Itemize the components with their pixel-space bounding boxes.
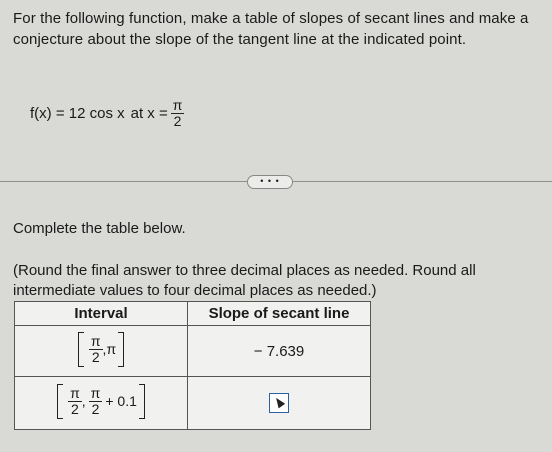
table-row: [15, 326, 371, 377]
problem-prompt: For the following function, make a table of slopes of secant lines and make a conjecture about the slope of the tangent line at the indicated point.: [13, 10, 529, 48]
interval-1-b: π: [106, 341, 117, 357]
interval-2-a-den: 2: [71, 400, 79, 417]
interval-2-a-num: π: [70, 384, 80, 401]
function-at-text: at x =: [130, 105, 168, 122]
cursor-icon: [273, 396, 285, 409]
instruction-complete: Complete the table below.: [13, 220, 186, 237]
point-fraction: [171, 98, 185, 129]
interval-1-a-den: 2: [91, 348, 100, 365]
interval-2-b-den: 2: [91, 400, 100, 417]
table-row: [15, 377, 371, 430]
interval-1-a-num: π: [90, 332, 101, 349]
slope-answer-input[interactable]: [269, 393, 289, 413]
interval-cell: [15, 377, 188, 430]
interval-cell: [15, 326, 188, 377]
function-expression: [30, 98, 184, 129]
interval-2-b-tail: + 0.1: [105, 393, 137, 409]
expand-more-button[interactable]: • • •: [247, 175, 293, 189]
interval-1-sep: ,: [102, 341, 107, 357]
secant-slope-table: [14, 301, 371, 430]
point-numerator: π: [172, 97, 183, 113]
header-interval: Interval: [15, 302, 188, 326]
slope-cell: [188, 377, 371, 430]
interval-1: [78, 332, 124, 367]
slope-cell: − 7.639: [188, 326, 371, 377]
interval-2: [57, 384, 145, 419]
interval-2-b-num: π: [90, 384, 101, 401]
instruction-rounding: (Round the final answer to three decimal places as needed. Round all intermediate values to four decimal places as needed.): [13, 262, 476, 299]
function-lhs: f(x) = 12 cos x: [30, 105, 125, 122]
interval-2-sep: ,: [81, 393, 86, 409]
point-denominator: 2: [173, 113, 182, 129]
header-slope: Slope of secant line: [188, 302, 371, 326]
